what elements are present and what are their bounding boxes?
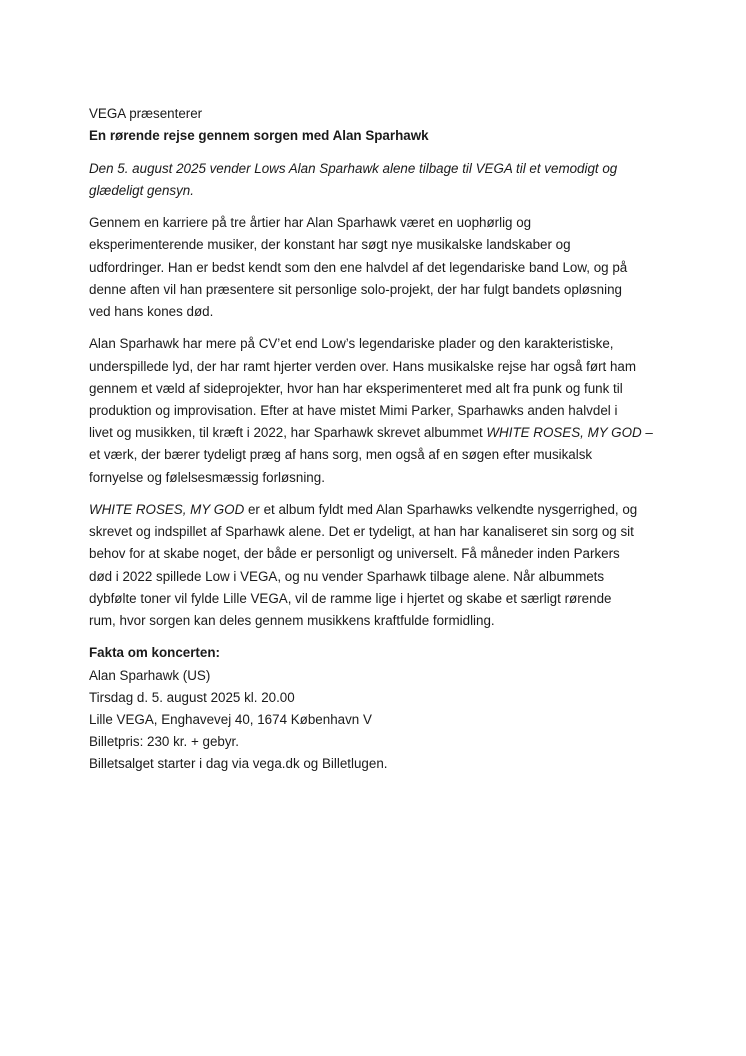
body-paragraph-2	[89, 333, 659, 488]
paragraph-text: er et album fyldt med Alan Sparhawks velkendte nysgerrighed, og	[244, 502, 638, 517]
paragraph-line	[89, 422, 659, 444]
lead-line: Den 5. august 2025 vender Lows Alan Sparhawk alene tilbage til VEGA til et vemodigt og	[89, 160, 618, 176]
facts-venue: Lille VEGA, Enghavevej 40, 1674 København V	[89, 712, 372, 728]
presenter-line: VEGA præsenterer	[89, 106, 203, 121]
paragraph-text: livet og musikken, til kræft i 2022, har Sparhawk skrevet albummet	[89, 425, 487, 441]
paragraph-line: et værk, der bærer tydeligt præg af hans sorg, men også af en søgen efter musikalsk	[89, 447, 593, 463]
paragraph-text: –	[641, 425, 653, 441]
paragraph-line: produktion og improvisation. Efter at have mistet Mimi Parker, Sparhawks anden halvdel i	[89, 403, 618, 418]
paragraph-line: død i 2022 spillede Low i VEGA, og nu vender Sparhawk tilbage alene. Når albummets	[89, 568, 605, 584]
paragraph-line: rum, hvor sorgen kan deles gennem musikkens kraftfulde formidling.	[89, 613, 495, 629]
press-release	[89, 103, 659, 776]
paragraph-line: underspillede lyd, der har ramt hjerter verden over. Hans musikalske rejse har også ført ham	[89, 358, 637, 374]
facts-date: Tirsdag d. 5. august 2025 kl. 20.00	[89, 689, 295, 705]
paragraph-line: eksperimenterende musiker, der konstant har søgt nye musikalske landskaber og	[89, 237, 571, 253]
album-title: WHITE ROSES, MY GOD	[486, 425, 642, 441]
facts-section	[89, 642, 659, 775]
headline: En rørende rejse gennem sorgen med Alan Sparhawk	[89, 128, 429, 144]
lead-line: glædeligt gensyn.	[89, 182, 194, 198]
paragraph-line: Gennem en karriere på tre årtier har Alan Sparhawk været en uophørlig og	[89, 215, 532, 231]
facts-heading: Fakta om koncerten:	[89, 645, 220, 661]
facts-price: Billetpris: 230 kr. + gebyr.	[89, 734, 239, 750]
facts-artist: Alan Sparhawk (US)	[89, 667, 211, 683]
paragraph-line: gennem et væld af sideprojekter, hvor han har eksperimenteret med alt fra punk og funk til	[89, 380, 623, 396]
paragraph-line: ved hans kones død.	[89, 304, 214, 319]
paragraph-line: dybfølte toner vil fylde Lille VEGA, vil de ramme lige i hjertet og skabe et særligt rørende	[89, 590, 612, 606]
facts-sales: Billetsalget starter i dag via vega.dk og Billetlugen.	[89, 756, 388, 772]
paragraph-line: udfordringer. Han er bedst kendt som den ene halvdel af det legendariske band Low, og på	[89, 259, 628, 275]
paragraph-line: Alan Sparhawk har mere på CV’et end Low’s legendariske plader og den karakteristiske,	[89, 336, 614, 352]
header	[89, 103, 659, 147]
album-title: WHITE ROSES, MY GOD	[89, 502, 245, 517]
body-paragraph-1	[89, 212, 659, 323]
paragraph-line: denne aften vil han præsentere sit personlige solo-projekt, der har fulgt bandets opløsning	[89, 281, 622, 297]
paragraph-line	[89, 499, 659, 521]
body-paragraph-3	[89, 499, 659, 632]
paragraph-line: fornyelse og følelsesmæssig forløsning.	[89, 469, 325, 485]
paragraph-line: behov for at skabe noget, der både er personligt og universelt. Få måneder inden Parkers	[89, 546, 620, 562]
paragraph-line: skrevet og indspillet af Sparhawk alene. Det er tydeligt, at han har kanaliseret sin sorg og sit	[89, 524, 634, 540]
lead-paragraph	[89, 158, 659, 202]
